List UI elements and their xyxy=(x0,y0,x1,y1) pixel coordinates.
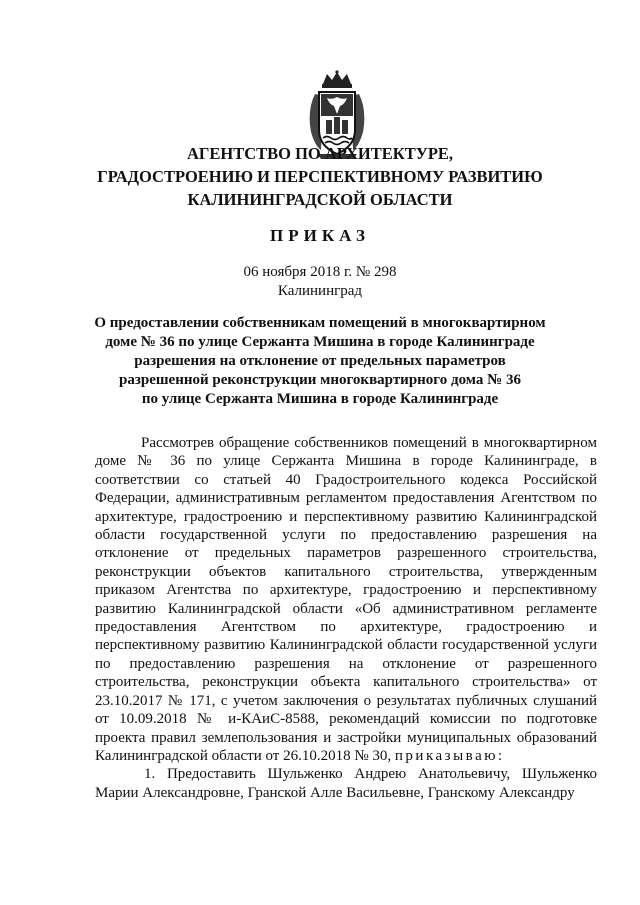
subject-line: разрешенной реконструкции многоквартирного дома № 36 xyxy=(119,372,521,388)
organization-line: АГЕНТСТВО ПО АРХИТЕКТУРЕ, xyxy=(186,144,454,163)
decree-word: приказываю: xyxy=(394,747,505,764)
document-subject xyxy=(80,314,560,409)
organization-line: КАЛИНИНГРАДСКОЙ ОБЛАСТИ xyxy=(187,190,453,209)
document-date-block xyxy=(60,263,580,301)
body-paragraph-2: 1. Предоставить Шульженко Андрею Анатольевичу, Шульженко Марии Александровне, Гранской Алле Васильевне, Гранскому Александру xyxy=(95,766,597,801)
subject-line: разрешения на отклонение от предельных параметров xyxy=(134,353,506,369)
document-body xyxy=(95,434,597,802)
document-type: ПРИКАЗ xyxy=(270,226,370,245)
document-city: Калининград xyxy=(277,283,363,299)
body-paragraph-1 xyxy=(95,434,597,765)
subject-line: О предоставлении собственникам помещений в многоквартирном xyxy=(94,315,546,331)
subject-line: доме № 36 по улице Сержанта Мишина в городе Калининграде xyxy=(105,334,535,350)
body-paragraph-1-text: Рассмотрев обращение собственников помещений в многоквартирном доме № 36 по улице Сержанта Мишина в городе Калининграде, в соответствии со статьей 40 Градостроительного кодекса Российской Федерации, административным регламентом предоставления Агентством по архитектуре, градостроению и перспективному развитию Калининградской области государственной услуги по предоставлению разрешения на отклонение от предельных параметров разрешенного строительства, реконструкции объектов капитального строительства, утвержденным приказом Агентства по архитектуре, градостроению и перспективному развитию Калининградской области «Об административном регламенте предоставления Агентством по архитектуре, градостроению и перспективному развитию Калининградской области государственной услуги по предоставлению разрешения на отклонение от разрешенного строительства, реконструкции объекта капитального строительства» от 23.10.2017 № 171, с учетом заключения о результатах публичных слушаний от 10.09.2018 № и-КАиС-8588, рекомендаций комиссии по подготовке проекта правил землепользования и застройки муниципальных образований Калининградской области от 26.10.2018 № 30, xyxy=(95,435,597,764)
organization-name xyxy=(60,142,580,211)
subject-line: по улице Сержанта Мишина в городе Калининграде xyxy=(141,391,499,407)
organization-line: ГРАДОСТРОЕНИЮ И ПЕРСПЕКТИВНОМУ РАЗВИТИЮ xyxy=(97,167,543,186)
document-date-number: 06 ноября 2018 г. № 298 xyxy=(243,264,397,280)
